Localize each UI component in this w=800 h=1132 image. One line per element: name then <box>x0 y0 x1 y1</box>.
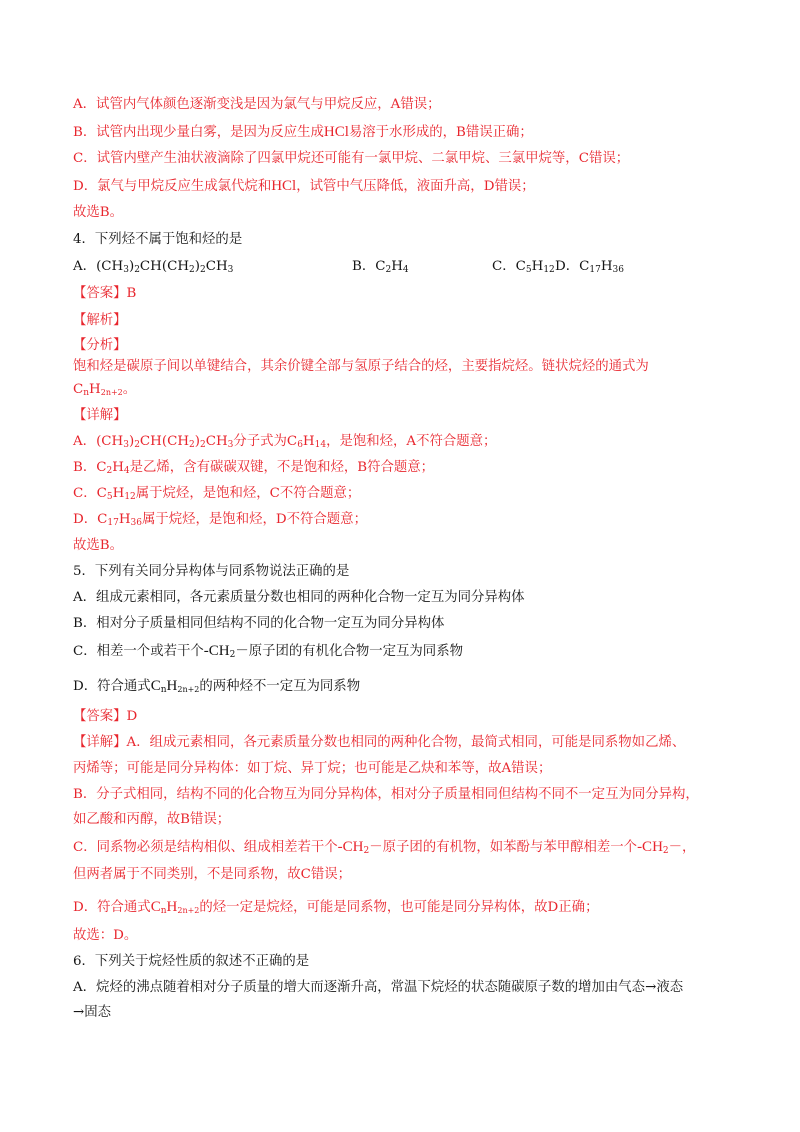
q5-detail-b1: B．分子式相同，结构不同的化合物互为同分异构体，相对分子质量相同但结构不同不一定互为同分异构， <box>73 787 699 802</box>
q3-analysis-a: A．试管内气体颜色逐渐变浅是因为氯气与甲烷反应，A错误； <box>73 97 441 112</box>
q5-answer: 【答案】D <box>73 709 138 724</box>
q3-conclusion: 故选B。 <box>73 205 124 220</box>
q6-option-a-line1: A．烷烃的沸点随着相对分子质量的增大而逐渐升高，常温下烷烃的状态随碳原子数的增加由气态→液态 <box>73 980 684 995</box>
q5-option-c: C．相差一个或若干个$-CH_2-$原子团的有机化合物一定互为同系物 <box>73 643 463 660</box>
q5-detail-d: D．符合通式$C_nH_{2n+2}$的烃一定是烷烃，可能是同系物，也可能是同分异构体，故D正确； <box>73 899 599 916</box>
q4-detail-b: B．$C_2H_4$是乙烯，含有碳碳双键，不是饱和烃，B符合题意； <box>73 460 435 476</box>
q4-fenxi-text: 饱和烃是碳原子间以单键结合，其余价键全部与氢原子结合的烃，主要指烷烃。链状烷烃的通式为 <box>73 359 649 374</box>
q4-detail-a: A．$(CH_3)_2CH(CH_2)_2CH_3$分子式为$C_6H_{14}$，是饱和烃，A不符合题意； <box>73 434 497 450</box>
q4-detail-d: D．$C_{17}H_{36}$属于烷烃，是饱和烃，D不符合题意； <box>73 512 367 528</box>
q4-options <box>73 258 733 276</box>
q5-conclusion: 故选：D。 <box>73 928 138 943</box>
q3-analysis-c: C．试管内壁产生油状液滴除了四氯甲烷还可能有一氯甲烷、二氯甲烷、三氯甲烷等，C错误； <box>73 151 630 166</box>
q4-option-b: B．$C_2H_4$ <box>352 259 409 275</box>
q4-option-d: D．$C_{17}H_{36}$ <box>555 259 624 275</box>
q4-option-a: A．$(CH_3)_2CH(CH_2)_2CH_3$ <box>73 259 234 275</box>
arrow-glyph: → <box>645 980 657 995</box>
q4-answer: 【答案】B <box>73 286 137 301</box>
q5-detail-c1: C．同系物必须是结构相似、组成相差若干个$-CH_2-$原子团的有机物，如苯酚与苯甲醇相差一个$-CH_2-$， <box>73 839 696 856</box>
q4-analysis-head: 【解析】 <box>73 313 127 328</box>
q4-fenxi-formula: $C_nH_{2n+2}$。 <box>73 382 137 398</box>
q3-analysis-b: B．试管内出现少量白雾，是因为反应生成HCl易溶于水形成的，B错误正确； <box>73 124 533 140</box>
q5-detail-a2: 丙烯等；可能是同分异构体：如丁烷、异丁烷；也可能是乙炔和苯等，故A错误； <box>73 761 552 776</box>
q4-conclusion: 故选B。 <box>73 538 124 553</box>
q4-detail-head: 【详解】 <box>73 408 127 423</box>
q4-detail-c: C．$C_5H_{12}$属于烷烃，是饱和烃，C不符合题意； <box>73 486 361 502</box>
q6-stem: 6．下列关于烷烃性质的叙述不正确的是 <box>73 954 310 969</box>
q3-analysis-d: D．氯气与甲烷反应生成氯代烷和HCl，试管中气压降低，液面升高，D错误； <box>73 178 535 194</box>
q4-option-c: C．$C_5H_{12}$ <box>492 259 555 275</box>
q5-detail-c2: 但两者属于不同类别，不是同系物，故C错误； <box>73 867 352 882</box>
q5-option-b: B．相对分子质量相同但结构不同的化合物一定互为同分异构体 <box>73 616 445 631</box>
q5-option-a: A．组成元素相同，各元素质量分数也相同的两种化合物一定互为同分异构体 <box>73 590 525 605</box>
q6-option-a-line2: →固态 <box>73 1005 112 1020</box>
q5-detail-a1: 【详解】A．组成元素相同，各元素质量分数也相同的两种化合物，最简式相同，可能是同系物如乙烯、 <box>73 735 686 750</box>
q4-fenxi-head: 【分析】 <box>73 338 127 353</box>
q5-stem: 5．下列有关同分异构体与同系物说法正确的是 <box>73 564 350 579</box>
q4-stem: 4．下列烃不属于饱和烃的是 <box>73 232 243 247</box>
q5-detail-b2: 如乙酸和丙醇，故B错误； <box>73 812 231 827</box>
q5-option-d: D．符合通式$C_nH_{2n+2}$的两种烃不一定互为同系物 <box>73 678 361 695</box>
